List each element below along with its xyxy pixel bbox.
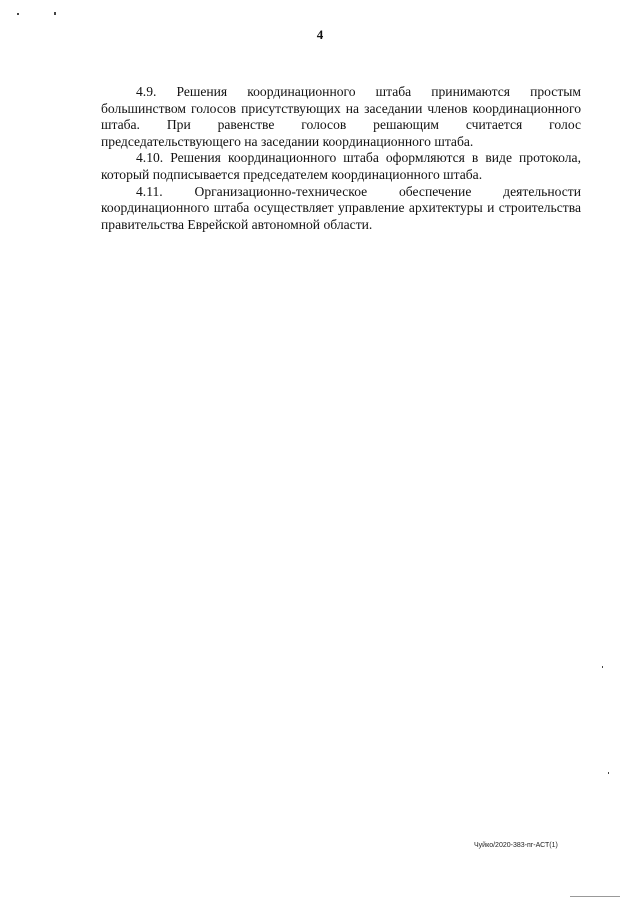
paragraph-4-10: 4.10. Решения координационного штаба оформляются в виде протокола, который подписывается председателем координационного штаба. xyxy=(101,150,581,182)
scan-edge-mark xyxy=(570,896,620,897)
scan-speck xyxy=(602,666,603,668)
paragraph-4-9: 4.9. Решения координационного штаба принимаются простым большинством голосов присутствующих на заседании членов координационного штаба. При равенстве голосов решающим считается голос председательствующего на заседании координационного штаба. xyxy=(101,84,581,149)
page-number: 4 xyxy=(316,27,324,42)
scan-speck xyxy=(17,13,19,15)
scan-speck xyxy=(54,12,56,15)
paragraph-4-11: 4.11. Организационно-техническое обеспечение деятельности координационного штаба осуществляет управление архитектуры и строительства правительства Еврейской автономной области. xyxy=(101,183,581,232)
document-code: Чуйко/2020-383-пг-АСТ(1) xyxy=(474,842,558,849)
scan-speck xyxy=(608,772,609,774)
document-body xyxy=(101,84,581,233)
